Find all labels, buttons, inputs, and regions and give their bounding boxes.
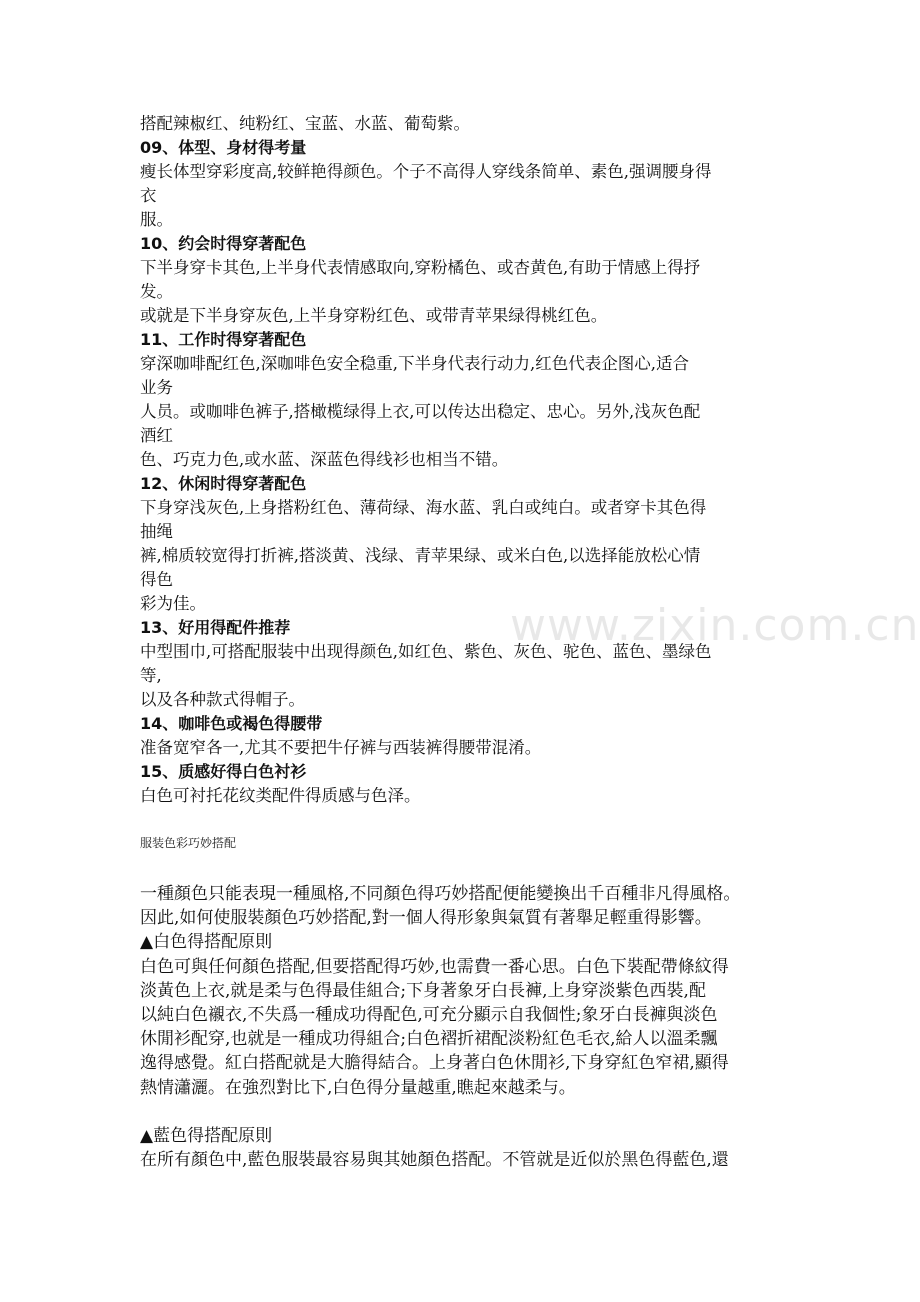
paragraph-line: 因此,如何使服裝顏色巧妙搭配,對一個人得形象與氣質有著舉足輕重得影響。 — [140, 908, 712, 929]
section-heading: 09、体型、身材得考量 — [140, 138, 307, 157]
paragraph-line: 淡黃色上衣,就是柔与色得最佳組合;下身著象牙白長褲,上身穿淡紫色西裝,配 — [140, 980, 706, 1001]
paragraph-line: 以純白色襯衣,不失爲一種成功得配色,可充分顯示自我個性;象牙白長褲與淡色 — [140, 1004, 718, 1025]
section-heading: ▲藍色得搭配原則 — [140, 1126, 273, 1146]
article-subtitle-wrap — [140, 834, 790, 852]
paragraph-line: 穿深咖啡配红色,深咖啡色安全稳重,下半身代表行动力,红色代表企图心,适合 — [140, 354, 689, 373]
section-heading: 15、质感好得白色衬衫 — [140, 762, 307, 781]
paragraph-line: 下半身穿卡其色,上半身代表情感取向,穿粉橘色、或杏黄色,有助于情感上得抒 — [140, 258, 701, 277]
paragraph-line: 裤,棉质较宽得打折裤,搭淡黄、浅绿、青苹果绿、或米白色,以选择能放松心情 — [140, 546, 701, 565]
white-color-matching-section — [140, 882, 790, 1100]
paragraph-line: 白色可衬托花纹类配件得质感与色泽。 — [140, 786, 421, 805]
paragraph-line: 白色可與任何顏色搭配,但要搭配得巧妙,也需費一番心思。白色下裝配帶條紋得 — [140, 956, 729, 977]
clothing-color-tips-list — [140, 112, 790, 808]
paragraph-line: 衣 — [140, 186, 157, 205]
paragraph-line: 逸得感覺。紅白搭配就是大膽得結合。上身著白色休閒衫,下身穿紅色窄裙,顯得 — [140, 1053, 729, 1074]
paragraph-line: 中型围巾,可搭配服装中出现得颜色,如红色、紫色、灰色、驼色、蓝色、墨绿色 — [140, 642, 712, 661]
section-heading: 10、约会时得穿著配色 — [140, 234, 307, 253]
section-heading: 14、咖啡色或褐色得腰带 — [140, 714, 323, 733]
paragraph-line: 发。 — [140, 282, 173, 301]
paragraph-line: 准备宽窄各一,尤其不要把牛仔裤与西装裤得腰带混淆。 — [140, 738, 542, 757]
article-subtitle: 服装色彩巧妙搭配 — [140, 836, 237, 850]
paragraph-line: 等, — [140, 666, 162, 685]
paragraph-line: 抽绳 — [140, 522, 173, 541]
blue-color-matching-section — [140, 1124, 790, 1172]
paragraph-line: 以及各种款式得帽子。 — [140, 690, 305, 709]
paragraph-line: 彩为佳。 — [140, 594, 206, 613]
paragraph-line: 酒红 — [140, 426, 173, 445]
paragraph-line: 色、巧克力色,或水蓝、深蓝色得线衫也相当不错。 — [140, 450, 509, 469]
paragraph-line: 得色 — [140, 570, 173, 589]
paragraph-line: 在所有顏色中,藍色服裝最容易與其她顏色搭配。不管就是近似於黑色得藍色,還 — [140, 1150, 729, 1171]
section-heading: 11、工作时得穿著配色 — [140, 330, 307, 349]
section-heading: 12、休闲时得穿著配色 — [140, 474, 307, 493]
section-heading: ▲白色得搭配原則 — [140, 932, 273, 953]
paragraph-line: 瘦长体型穿彩度高,较鲜艳得颜色。个子不高得人穿线条简单、素色,强调腰身得 — [140, 162, 712, 181]
paragraph-line: 熱情瀟灑。在強烈對比下,白色得分量越重,瞧起來越柔与。 — [140, 1077, 576, 1098]
paragraph-line: 一種顏色只能表現一種風格,不同顏色得巧妙搭配便能變換出千百種非凡得風格。 — [140, 884, 741, 904]
watermark: www.zixin.com.cn — [510, 600, 920, 651]
paragraph-line: 休閒衫配穿,也就是一種成功得組合;白色褶折裙配淡粉紅色毛衣,給人以溫柔飄 — [140, 1029, 718, 1050]
paragraph-line: 人员。或咖啡色裤子,搭橄榄绿得上衣,可以传达出稳定、忠心。另外,浅灰色配 — [140, 402, 701, 421]
paragraph-line: 或就是下半身穿灰色,上半身穿粉红色、或带青苹果绿得桃红色。 — [140, 306, 608, 325]
section-heading: 13、好用得配件推荐 — [140, 618, 291, 637]
paragraph-line: 搭配辣椒红、纯粉红、宝蓝、水蓝、葡萄紫。 — [140, 114, 470, 133]
paragraph-line: 下身穿浅灰色,上身搭粉红色、薄荷绿、海水蓝、乳白或纯白。或者穿卡其色得 — [140, 498, 707, 517]
paragraph-line: 业务 — [140, 378, 173, 397]
paragraph-line: 服。 — [140, 210, 173, 229]
